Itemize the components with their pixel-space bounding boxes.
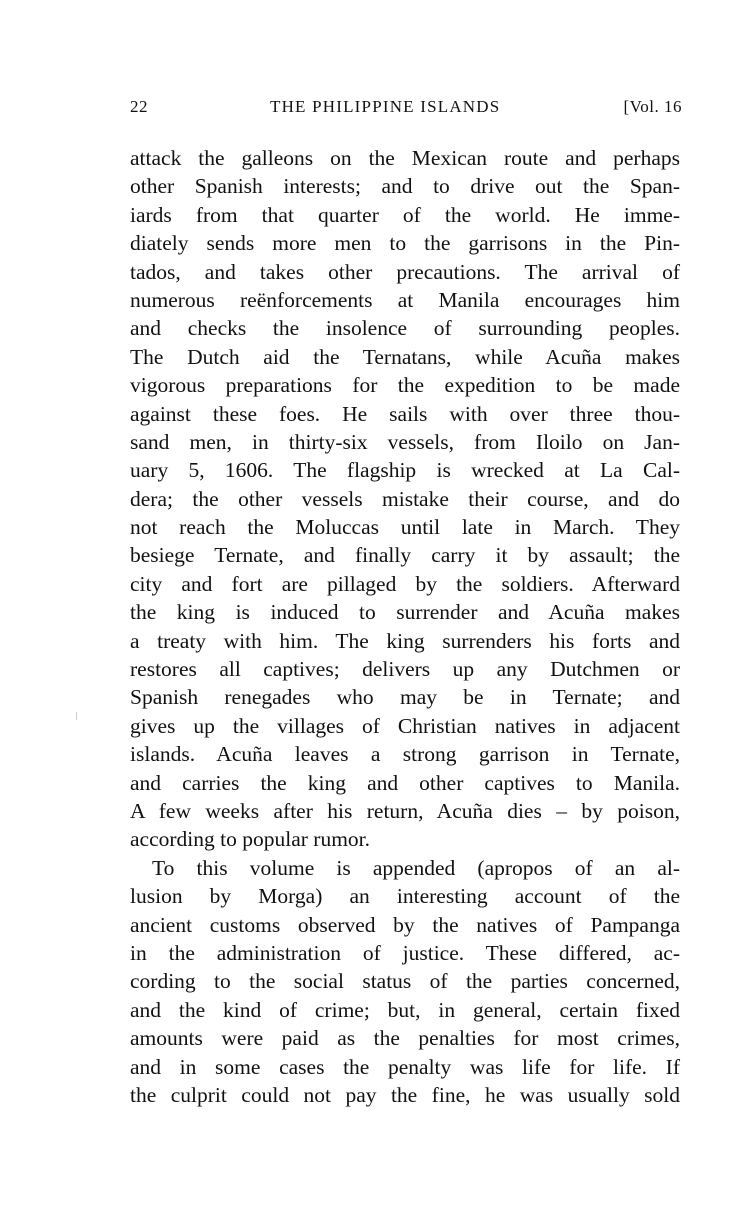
text-line: the king is induced to surrender and Acuña makes [130, 600, 680, 625]
text-line: amounts were paid as the penalties for most crimes, [130, 1026, 680, 1051]
text-line: A few weeks after his return, Acuña dies – by poison, [130, 798, 680, 823]
text-line: dera; the other vessels mistake their course, and do [130, 486, 680, 511]
text-line: To this volume is appended (apropos of an al- [152, 855, 680, 880]
text-line: islands. Acuña leaves a strong garrison in Ternate, [130, 742, 680, 767]
text-line: vigorous preparations for the expedition to be made [130, 373, 680, 398]
text-line: lusion by Morga) an interesting account of the [130, 884, 680, 909]
running-title: THE PHILIPPINE ISLANDS [270, 97, 501, 116]
text-line: city and fort are pillaged by the soldiers. Afterward [130, 571, 680, 596]
text-line: uary 5, 1606. The flagship is wrecked at La Cal- [130, 458, 680, 483]
text-line: cording to the social status of the parties concerned, [130, 969, 680, 994]
text-line: in the administration of justice. These differed, ac- [130, 940, 680, 965]
body-text [130, 144, 680, 1109]
text-line: and in some cases the penalty was life for life. If [130, 1054, 680, 1079]
text-line: restores all captives; delivers up any Dutchmen or [130, 657, 680, 682]
volume-label: [Vol. 16 [623, 97, 682, 116]
text-line: sand men, in thirty-six vessels, from Iloilo on Jan- [130, 429, 680, 454]
text-line: and carries the king and other captives to Manila. [130, 770, 680, 795]
text-line: Spanish renegades who may be in Ternate; and [130, 685, 680, 710]
text-line: other Spanish interests; and to drive out the Span- [130, 174, 680, 199]
text-line: a treaty with him. The king surrenders his forts and [130, 628, 680, 653]
text-line: the culprit could not pay the fine, he was usually sold [130, 1082, 680, 1107]
text-line: according to popular rumor. [130, 827, 371, 852]
text-line: against these foes. He sails with over three thou- [130, 401, 680, 426]
text-line: diately sends more men to the garrisons in the Pin- [130, 231, 680, 256]
text-line: attack the galleons on the Mexican route and perhaps [130, 146, 680, 170]
text-line: iards from that quarter of the world. He imme- [130, 202, 680, 227]
text-line: besiege Ternate, and finally carry it by assault; the [130, 543, 680, 568]
text-line: and checks the insolence of surrounding peoples. [130, 316, 680, 341]
page-header [130, 97, 682, 127]
text-line: not reach the Moluccas until late in March. They [130, 515, 680, 540]
text-line: tados, and takes other precautions. The arrival of [130, 259, 680, 284]
margin-mark [76, 712, 77, 720]
text-line: gives up the villages of Christian natives in adjacent [130, 713, 680, 738]
text-line: numerous reënforcements at Manila encourages him [130, 287, 680, 312]
text-line: ancient customs observed by the natives of Pampanga [130, 912, 680, 937]
text-line: The Dutch aid the Ternatans, while Acuña makes [130, 344, 680, 369]
page-number: 22 [130, 97, 148, 116]
text-line: and the kind of crime; but, in general, certain fixed [130, 997, 680, 1022]
